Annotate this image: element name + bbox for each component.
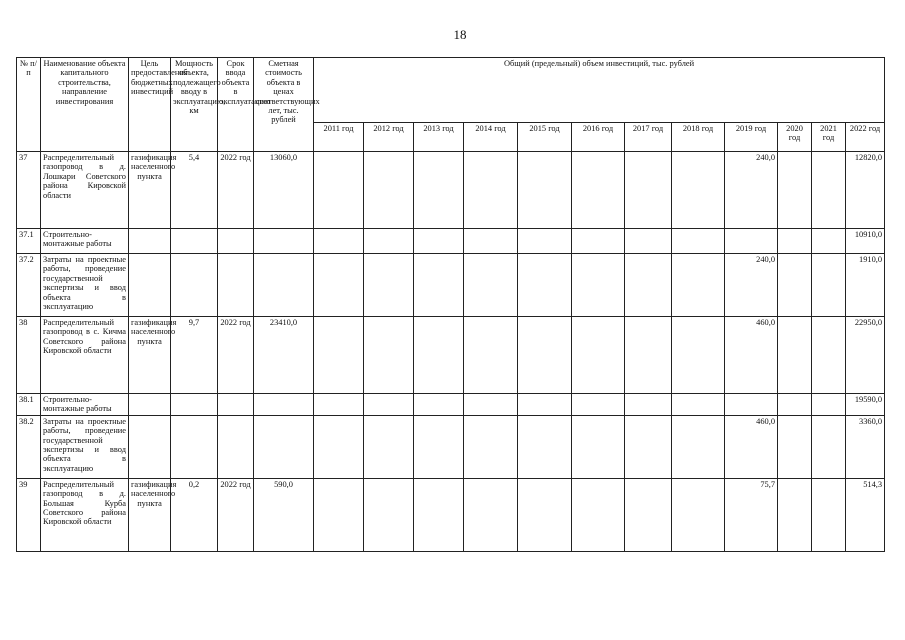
cell-2012 — [364, 394, 414, 416]
row-num: 37.2 — [17, 254, 41, 317]
row-term: 2022 год — [218, 478, 254, 551]
row-capacity — [171, 394, 218, 416]
cell-2019 — [725, 394, 778, 416]
cell-2017 — [625, 478, 672, 551]
cell-2022: 10910,0 — [846, 229, 885, 254]
cell-2013 — [414, 317, 464, 394]
cell-2014 — [464, 394, 518, 416]
cell-2016 — [572, 152, 625, 229]
row-name: Распределительный газопровод в с. Кичма Советского района Кировской области — [41, 317, 129, 394]
row-capacity — [171, 229, 218, 254]
cell-2020 — [778, 317, 812, 394]
row-capacity — [171, 254, 218, 317]
row-term — [218, 415, 254, 478]
row-term — [218, 254, 254, 317]
cell-2022: 12820,0 — [846, 152, 885, 229]
cell-2016 — [572, 254, 625, 317]
cell-2011 — [314, 478, 364, 551]
cell-2011 — [314, 415, 364, 478]
row-cost: 590,0 — [254, 478, 314, 551]
row-name: Распределительный газопровод в д. Лошкари Советского района Кировской области — [41, 152, 129, 229]
row-capacity: 9,7 — [171, 317, 218, 394]
cell-2020 — [778, 254, 812, 317]
cell-2017 — [625, 152, 672, 229]
row-term — [218, 229, 254, 254]
cell-2016 — [572, 317, 625, 394]
cell-2020 — [778, 415, 812, 478]
cell-2021 — [812, 415, 846, 478]
header-year-2014: 2014 год — [464, 123, 518, 152]
row-num: 38.2 — [17, 415, 41, 478]
row-cost — [254, 415, 314, 478]
row-term — [218, 394, 254, 416]
cell-2014 — [464, 229, 518, 254]
cell-2020 — [778, 394, 812, 416]
cell-2011 — [314, 317, 364, 394]
row-capacity: 5,4 — [171, 152, 218, 229]
cell-2012 — [364, 317, 414, 394]
cell-2018 — [672, 478, 725, 551]
cell-2014 — [464, 254, 518, 317]
cell-2019: 75,7 — [725, 478, 778, 551]
cell-2015 — [518, 394, 572, 416]
cell-2011 — [314, 229, 364, 254]
row-name: Распределительный газопровод в д. Большая Курба Советского района Кировской области — [41, 478, 129, 551]
row-num: 38 — [17, 317, 41, 394]
cell-2018 — [672, 317, 725, 394]
cell-2019: 240,0 — [725, 254, 778, 317]
row-capacity — [171, 415, 218, 478]
row-num: 37 — [17, 152, 41, 229]
cell-2019: 460,0 — [725, 317, 778, 394]
header-term: Срок ввода объекта в эксплуатацию — [218, 58, 254, 152]
cell-2014 — [464, 478, 518, 551]
cell-2016 — [572, 478, 625, 551]
cell-2015 — [518, 478, 572, 551]
cell-2016 — [572, 415, 625, 478]
row-goal: газификация населенного пункта — [129, 317, 171, 394]
header-year-2021: 2021 год — [812, 123, 846, 152]
cell-2012 — [364, 152, 414, 229]
table-row — [17, 317, 885, 394]
cell-2016 — [572, 229, 625, 254]
table-row — [17, 394, 885, 416]
header-goal: Цель предоставления бюджетных инвестиций — [129, 58, 171, 152]
cell-2019: 240,0 — [725, 152, 778, 229]
header-capacity: Мощность объекта, подлежащего вводу в эксплуатацию, км — [171, 58, 218, 152]
cell-2015 — [518, 317, 572, 394]
table-row — [17, 229, 885, 254]
header-year-2022: 2022 год — [846, 123, 885, 152]
cell-2022: 19590,0 — [846, 394, 885, 416]
header-name: Наименование объекта капитального строительства, направление инвестирования — [41, 58, 129, 152]
row-term: 2022 год — [218, 317, 254, 394]
row-cost — [254, 254, 314, 317]
header-year-2020: 2020 год — [778, 123, 812, 152]
cell-2022: 3360,0 — [846, 415, 885, 478]
cell-2017 — [625, 415, 672, 478]
table-row — [17, 152, 885, 229]
row-goal — [129, 229, 171, 254]
cell-2017 — [625, 254, 672, 317]
row-name: Затраты на проектные работы, проведение государственной экспертизы и ввод объекта в эксплуатацию — [41, 254, 129, 317]
row-capacity: 0,2 — [171, 478, 218, 551]
cell-2013 — [414, 254, 464, 317]
header-num: № п/п — [17, 58, 41, 152]
table-row — [17, 415, 885, 478]
header-year-2019: 2019 год — [725, 123, 778, 152]
row-name: Затраты на проектные работы, проведение государственной экспертизы и ввод объекта в эксплуатацию — [41, 415, 129, 478]
row-num: 39 — [17, 478, 41, 551]
cell-2012 — [364, 229, 414, 254]
header-year-2017: 2017 год — [625, 123, 672, 152]
cell-2013 — [414, 152, 464, 229]
investment-table — [16, 57, 885, 552]
row-cost: 23410,0 — [254, 317, 314, 394]
cell-2011 — [314, 152, 364, 229]
cell-2013 — [414, 415, 464, 478]
cell-2022: 1910,0 — [846, 254, 885, 317]
row-goal: газификация населенного пункта — [129, 478, 171, 551]
cell-2011 — [314, 254, 364, 317]
cell-2015 — [518, 152, 572, 229]
row-term: 2022 год — [218, 152, 254, 229]
table-row — [17, 478, 885, 551]
row-num: 37.1 — [17, 229, 41, 254]
row-name: Строительно-монтажные работы — [41, 229, 129, 254]
row-cost — [254, 394, 314, 416]
page-number: 18 — [453, 27, 467, 42]
cell-2018 — [672, 229, 725, 254]
cell-2020 — [778, 229, 812, 254]
header-year-2011: 2011 год — [314, 123, 364, 152]
cell-2022: 514,3 — [846, 478, 885, 551]
table-row — [17, 254, 885, 317]
row-goal: газификация населенного пункта — [129, 152, 171, 229]
header-year-2015: 2015 год — [518, 123, 572, 152]
header-year-2018: 2018 год — [672, 123, 725, 152]
row-goal — [129, 415, 171, 478]
cell-2021 — [812, 254, 846, 317]
cell-2012 — [364, 415, 414, 478]
cell-2021 — [812, 229, 846, 254]
cell-2018 — [672, 394, 725, 416]
cell-2018 — [672, 254, 725, 317]
cell-2017 — [625, 394, 672, 416]
cell-2012 — [364, 254, 414, 317]
cell-2015 — [518, 229, 572, 254]
cell-2021 — [812, 152, 846, 229]
cell-2014 — [464, 317, 518, 394]
row-name: Строительно-монтажные работы — [41, 394, 129, 416]
header-year-2013: 2013 год — [414, 123, 464, 152]
cell-2015 — [518, 415, 572, 478]
cell-2013 — [414, 478, 464, 551]
cell-2014 — [464, 152, 518, 229]
cell-2017 — [625, 317, 672, 394]
row-goal — [129, 254, 171, 317]
row-num: 38.1 — [17, 394, 41, 416]
header-year-2016: 2016 год — [572, 123, 625, 152]
cell-2017 — [625, 229, 672, 254]
row-goal — [129, 394, 171, 416]
cell-2018 — [672, 415, 725, 478]
cell-2021 — [812, 394, 846, 416]
cell-2011 — [314, 394, 364, 416]
header-year-2012: 2012 год — [364, 123, 414, 152]
cell-2013 — [414, 229, 464, 254]
cell-2014 — [464, 415, 518, 478]
cell-2016 — [572, 394, 625, 416]
cell-2013 — [414, 394, 464, 416]
cell-2012 — [364, 478, 414, 551]
row-cost — [254, 229, 314, 254]
cell-2019 — [725, 229, 778, 254]
header-investment: Общий (предельный) объем инвестиций, тыс. рублей — [314, 58, 885, 123]
cell-2020 — [778, 478, 812, 551]
row-cost: 13060,0 — [254, 152, 314, 229]
cell-2019: 460,0 — [725, 415, 778, 478]
cell-2022: 22950,0 — [846, 317, 885, 394]
cell-2020 — [778, 152, 812, 229]
cell-2021 — [812, 317, 846, 394]
cell-2018 — [672, 152, 725, 229]
cell-2021 — [812, 478, 846, 551]
cell-2015 — [518, 254, 572, 317]
header-cost: Сметная стоимость объекта в ценах соответствующих лет, тыс. рублей — [254, 58, 314, 152]
